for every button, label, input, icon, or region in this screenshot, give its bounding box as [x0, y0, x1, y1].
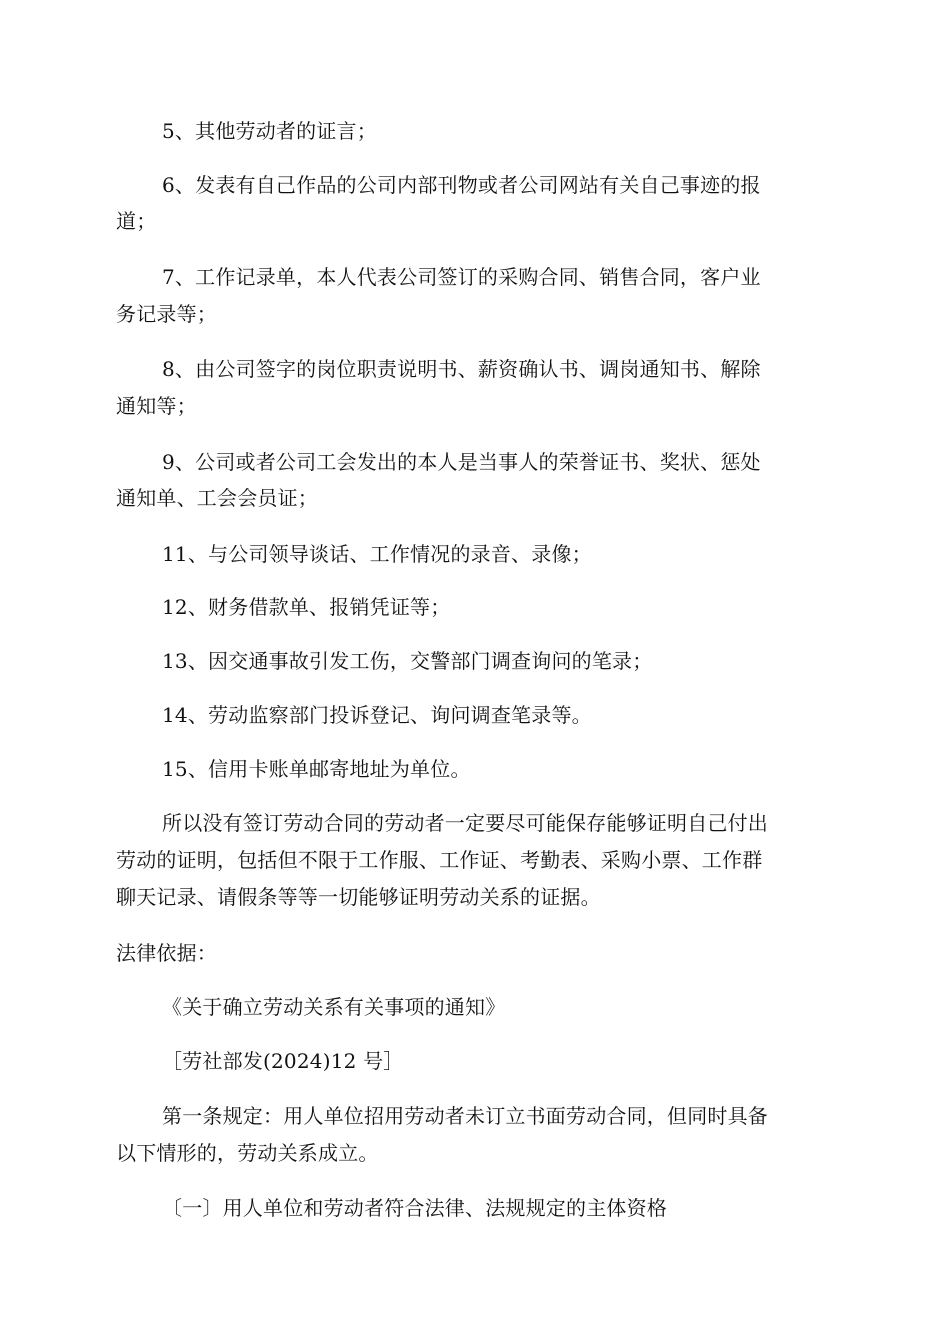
evidence-item-7: 7、工作记录单，本人代表公司签订的采购合同、销售合同，客户业	[162, 265, 761, 289]
evidence-item-14: 14、劳动监察部门投诉登记、询问调查笔录等。	[162, 703, 592, 727]
evidence-item-8: 8、由公司签字的岗位职责说明书、薪资确认书、调岗通知书、解除	[162, 357, 761, 381]
evidence-item-8-continued: 通知等；	[116, 394, 197, 418]
evidence-item-15: 15、信用卡账单邮寄地址为单位。	[162, 757, 471, 781]
conclusion-paragraph-line-3: 聊天记录、请假条等等一切能够证明劳动关系的证据。	[116, 885, 601, 909]
evidence-item-13: 13、因交通事故引发工伤，交警部门调查询问的笔录；	[162, 649, 653, 673]
evidence-item-5: 5、其他劳动者的证言；	[162, 119, 377, 143]
article-one-line-2: 以下情形的，劳动关系成立。	[116, 1141, 379, 1165]
notice-title: 《关于确立劳动关系有关事项的通知》	[162, 995, 506, 1019]
conclusion-paragraph: 所以没有签订劳动合同的劳动者一定要尽可能保存能够证明自己付出	[162, 811, 768, 835]
evidence-item-12: 12、财务借款单、报销凭证等；	[162, 595, 451, 619]
clause-one: 〔一〕用人单位和劳动者符合法律、法规规定的主体资格	[162, 1196, 667, 1220]
evidence-item-9-continued: 通知单、工会会员证；	[116, 486, 318, 510]
conclusion-paragraph-line-2: 劳动的证明，包括但不限于工作服、工作证、考勤表、采购小票、工作群	[116, 848, 763, 872]
evidence-item-11: 11、与公司领导谈话、工作情况的录音、录像；	[162, 542, 592, 566]
article-one: 第一条规定：用人单位招用劳动者未订立书面劳动合同，但同时具备	[162, 1104, 768, 1128]
legal-basis-label: 法律依据：	[116, 941, 217, 965]
notice-number: ［劳社部发(2024)12 号］	[162, 1049, 404, 1073]
evidence-item-6: 6、发表有自己作品的公司内部刊物或者公司网站有关自己事迹的报	[162, 173, 761, 197]
evidence-item-9: 9、公司或者公司工会发出的本人是当事人的荣誉证书、奖状、惩处	[162, 450, 761, 474]
evidence-item-7-continued: 务记录等；	[116, 302, 217, 326]
evidence-item-6-continued: 道；	[116, 209, 157, 233]
